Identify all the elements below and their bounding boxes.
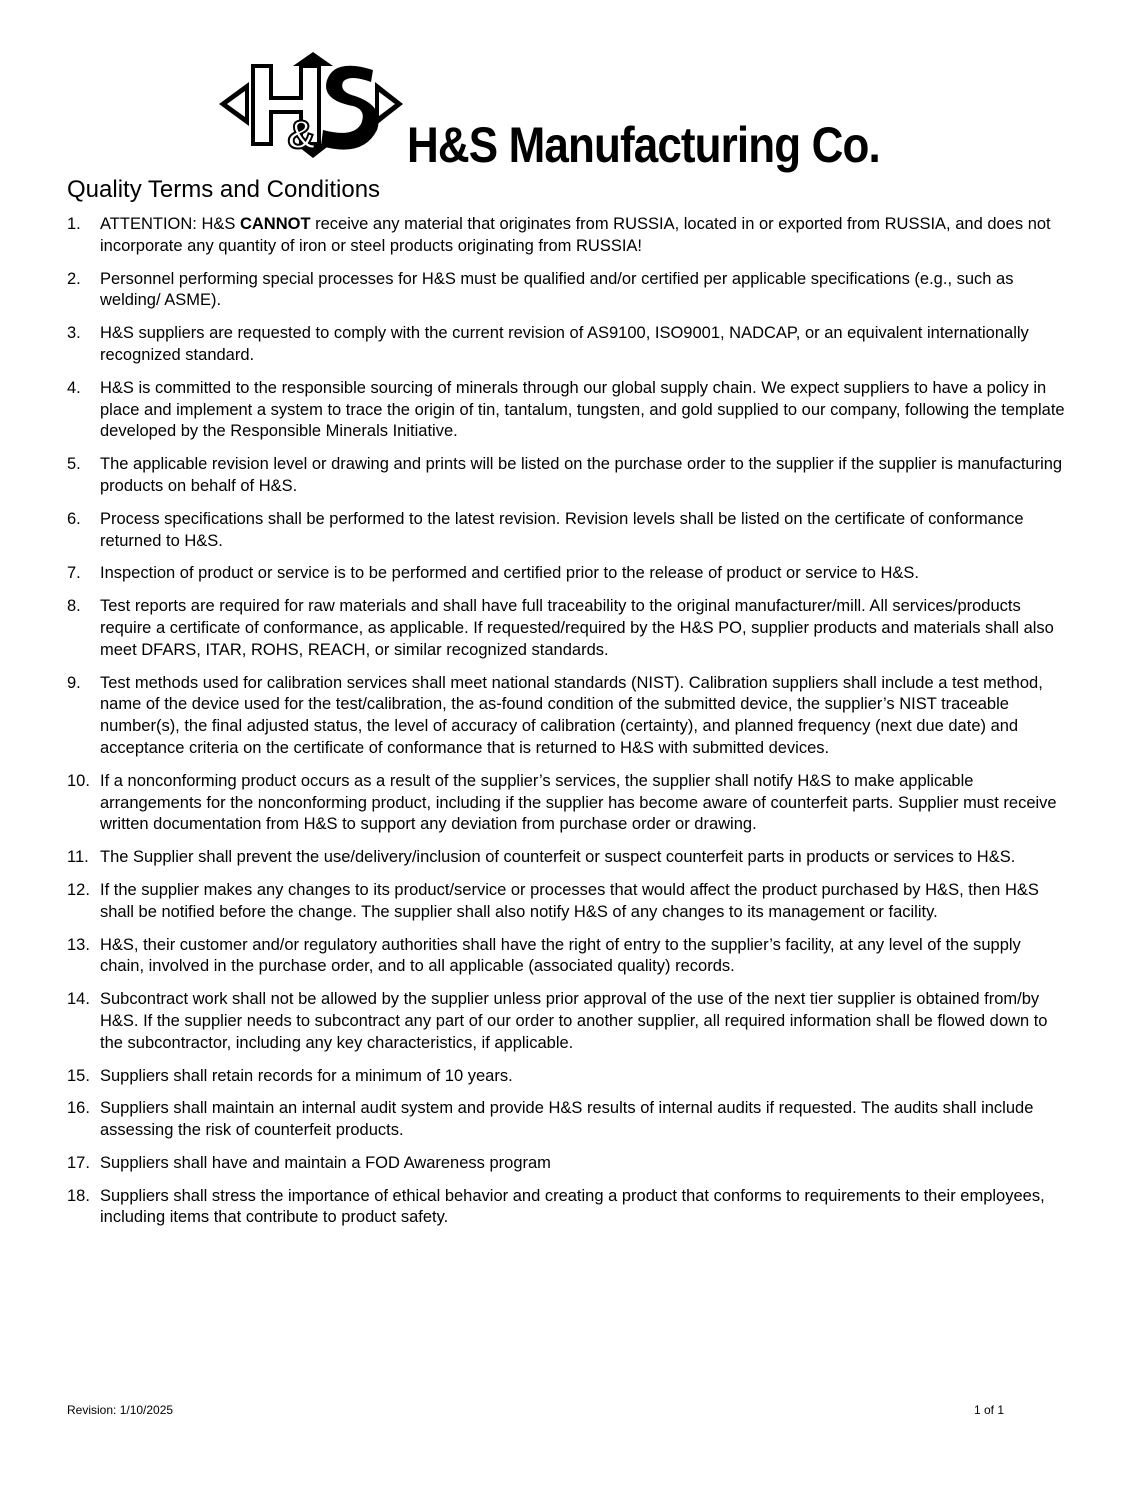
term-item [67,989,1067,1054]
term-text: Suppliers shall have and maintain a FOD Awareness program [100,1153,551,1172]
term-item [67,847,1067,869]
term-text: If the supplier makes any changes to its product/service or processes that would affect the product purchased by H&S, then H&S shall be notified before the change. The supplier shall also notify H&S of any changes to its management or facility. [100,880,1039,921]
term-number: 12. [67,880,90,899]
term-text: Suppliers shall maintain an internal audit system and provide H&S results of internal audits if requested. The audits shall include assessing the risk of counterfeit products. [100,1099,1034,1140]
term-text: Inspection of product or service is to be performed and certified prior to the release of product or service to H&S. [100,564,919,583]
term-text: Test methods used for calibration services shall meet national standards (NIST). Calibration suppliers shall include a test method, name of the device used for the test/calibration, the as-found condition of the submitted device, the supplier’s NIST traceable number(s), the final adjusted status, the level of accuracy of calibration (certainty), and planned frequency (next due date) and acceptance criteria on the certificate of conformance that is returned to H&S with submitted devices. [100,673,1043,757]
term-number: 3. [67,324,81,343]
term-text: The applicable revision level or drawing and prints will be listed on the purchase order to the supplier if the supplier is manufacturing products on behalf of H&S. [100,455,1063,495]
term-number: 5. [67,455,81,474]
company-name: H&S Manufacturing Co. [407,117,880,173]
term-number: 18. [67,1186,90,1205]
term-text: Suppliers shall stress the importance of ethical behavior and creating a product that conforms to requirements to their employees, including items that contribute to product safety. [100,1186,1045,1227]
term-item [67,1186,1067,1230]
term-number: 13. [67,935,90,954]
term-item [67,880,1067,924]
term-number: 4. [67,378,81,397]
term-number: 14. [67,990,90,1009]
term-number: 2. [67,269,81,288]
term-item [67,323,1067,367]
term-text: Process specifications shall be performed to the latest revision. Revision levels shall be listed on the certificate of conformance returned to H&S. [100,509,1024,550]
document-title: Quality Terms and Conditions [67,176,381,203]
term-item [67,596,1067,661]
term-item [67,771,1067,836]
term-item [67,563,1067,585]
terms-list [67,214,1067,1240]
term-number: 8. [67,597,81,616]
term-number: 16. [67,1099,90,1118]
page-number: 1 of 1 [973,1403,1004,1417]
hs-logo-icon [215,50,410,160]
revision-date: Revision: 1/10/2025 [67,1403,174,1417]
term-text: H&S is committed to the responsible sourcing of minerals through our global supply chain. We expect suppliers to have a policy in place and implement a system to trace the origin of tin, tantalum, tungsten, and gold supplied to our company, following the template developed by the Responsible Minerals Initiative. [100,378,1065,441]
term-item [67,454,1067,498]
term-text: Personnel performing special processes for H&S must be qualified and/or certified per applicable specifications (e.g., such as welding/ ASME). [100,269,1014,310]
term-item [67,509,1067,553]
term-item [67,269,1067,313]
term-number: 6. [67,509,81,528]
term-item [67,1098,1067,1142]
term-number: 10. [67,771,90,790]
term-number: 11. [67,848,89,867]
term-text: ATTENTION: H&S CANNOT receive any material that originates from RUSSIA, located in or exported from RUSSIA, and does not incorporate any quantity of iron or steel products originating from RUSSIA! [100,215,1051,255]
term-emphasis: CANNOT [239,215,311,233]
term-text: Test reports are required for raw materials and shall have full traceability to the original manufacturer/mill. All services/products require a certificate of conformance, as applicable. If requested/required by the H&S PO, supplier products and materials shall also meet DFARS, ITAR, ROHS, REACH, or similar recognized standards. [100,597,1054,659]
term-item [67,935,1067,979]
term-item [67,378,1067,443]
term-item [67,1066,1067,1088]
term-text: The Supplier shall prevent the use/delivery/inclusion of counterfeit or suspect counterfeit parts in products or services to H&S. [100,848,1016,867]
term-text: If a nonconforming product occurs as a result of the supplier’s services, the supplier shall notify H&S to make applicable arrangements for the nonconforming product, including if the supplier has become aware of counterfeit parts. Supplier must receive written documentation from H&S to support any deviation from purchase order or drawing. [100,771,1057,834]
term-text: H&S, their customer and/or regulatory authorities shall have the right of entry to the supplier’s facility, at any level of the supply chain, involved in the purchase order, and to all applicable (associated quality) records. [100,935,1021,976]
term-number: 7. [67,564,81,583]
term-item [67,1153,1067,1175]
term-number: 15. [67,1066,90,1085]
term-number: 1. [67,215,81,233]
letterhead [215,50,935,173]
term-number: 9. [67,673,81,692]
svg-text:&: & [287,113,316,157]
term-item [67,214,1067,258]
term-text: H&S suppliers are requested to comply with the current revision of AS9100, ISO9001, NADCAP, or an equivalent internationally recognized standard. [100,324,1029,364]
term-text: Suppliers shall retain records for a minimum of 10 years. [100,1066,513,1085]
term-number: 17. [67,1153,90,1172]
term-text: Subcontract work shall not be allowed by the supplier unless prior approval of the use of the next tier supplier is obtained from/by H&S. If the supplier needs to subcontract any part of our order to another supplier, all required information shall be flowed down to the subcontractor, including any key characteristics, if applicable. [100,990,1048,1052]
term-item [67,673,1067,760]
